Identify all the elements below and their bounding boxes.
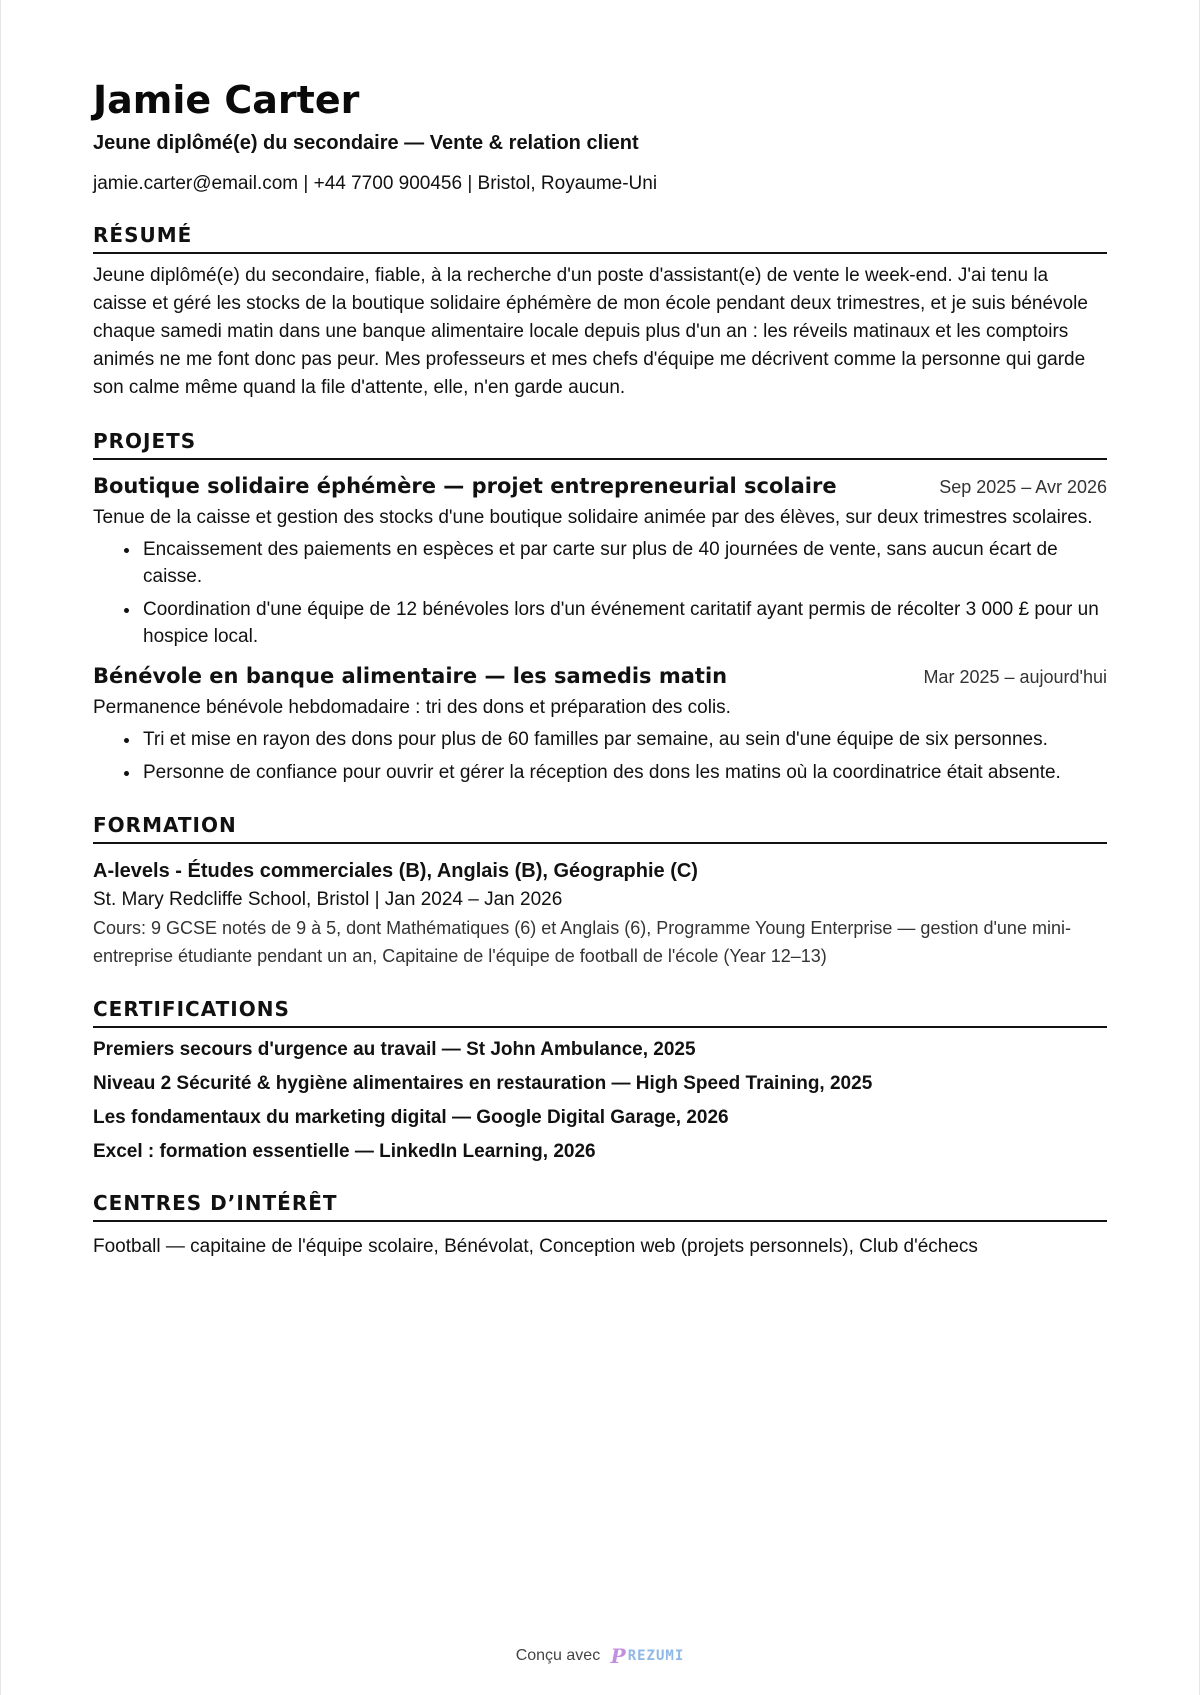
project-title: Bénévole en banque alimentaire — les samedis matin — [93, 664, 728, 688]
education-section — [93, 812, 1107, 970]
education-degree: A-levels - Études commerciales (B), Anglais (B), Géographie (C) — [93, 860, 698, 882]
candidate-name: Jamie Carter — [93, 78, 360, 122]
project-title: Boutique solidaire éphémère — projet entrepreneurial scolaire — [93, 474, 837, 498]
footer — [0, 1644, 1200, 1668]
interests-heading: CENTRES D’INTÉRÊT — [93, 1190, 1107, 1222]
bullet-item: • Encaissement des paiements en espèces et par carte sur plus de 40 journées de vente, sans aucun écart de caisse. — [141, 536, 1107, 590]
summary-text: Jeune diplômé(e) du secondaire, fiable, à la recherche d'un poste d'assistant(e) de vente le week-end. J'ai tenu la caisse et géré les stocks de la boutique solidaire éphémère de mon école pendant deux trimestres, et je suis bénévole chaque samedi matin dans une banque alimentaire locale depuis plus d'un an : les réveils matinaux et les comptoirs animés ne me font donc pas peur. Mes professeurs et mes chefs d'équipe me décrivent comme la personne qui garde son calme même quand la file d'attente, elle, n'en garde aucun. — [93, 265, 1088, 398]
brand-logo-link[interactable] — [611, 1644, 685, 1668]
education-courses: Cours: 9 GCSE notés de 9 à 5, dont Mathématiques (6) et Anglais (6), Programme Young Enterprise — gestion d'une mini-entreprise étudiante pendant un an, Capitaine de l'équipe de football de l'école (Year 12–13) — [93, 918, 1071, 966]
education-heading: FORMATION — [93, 812, 1107, 844]
projects-heading: PROJETS — [93, 428, 1107, 460]
bullet-item: • Coordination d'une équipe de 12 bénévoles lors d'un événement caritatif ayant permis de récolter 3 000 £ pour un hospice local. — [141, 596, 1107, 650]
certification-item: Premiers secours d'urgence au travail — St John Ambulance, 2025 — [93, 1039, 696, 1060]
education-school: St. Mary Redcliffe School, Bristol | Jan 2024 – Jan 2026 — [93, 889, 563, 910]
summary-section — [93, 222, 1107, 402]
contact-line: jamie.carter@email.com | +44 7700 900456 | Bristol, Royaume-Uni — [93, 173, 658, 194]
certifications-heading: CERTIFICATIONS — [93, 996, 1107, 1028]
summary-heading: RÉSUMÉ — [93, 222, 1107, 254]
brand-name: REZUMI — [627, 1648, 685, 1664]
project-item — [93, 662, 1107, 786]
project-bullets — [93, 726, 1107, 786]
interests-text: Football — capitaine de l'équipe scolaire, Bénévolat, Conception web (projets personnels), Club d'échecs — [93, 1236, 978, 1257]
project-header — [93, 472, 1107, 500]
project-dates: Mar 2025 – aujourd'hui — [923, 667, 1107, 687]
project-dates: Sep 2025 – Avr 2026 — [939, 477, 1107, 497]
certification-item: Niveau 2 Sécurité & hygiène alimentaires en restauration — High Speed Training, 2025 — [93, 1073, 873, 1094]
interests-section — [93, 1190, 1107, 1260]
project-item — [93, 472, 1107, 650]
candidate-headline: Jeune diplômé(e) du secondaire — Vente & relation client — [93, 132, 639, 154]
certification-item: Excel : formation essentielle — LinkedIn Learning, 2026 — [93, 1141, 596, 1162]
rezumi-logo-icon: P — [610, 1644, 626, 1668]
project-header — [93, 662, 1107, 690]
certifications-section — [93, 996, 1107, 1164]
certification-item: Les fondamentaux du marketing digital — Google Digital Garage, 2026 — [93, 1107, 729, 1128]
certifications-list — [93, 1038, 1107, 1164]
bullet-item: • Tri et mise en rayon des dons pour plus de 60 familles par semaine, au sein d'une équipe de six personnes. — [141, 726, 1107, 753]
project-bullets — [93, 536, 1107, 650]
projects-section — [93, 428, 1107, 786]
project-description: Permanence bénévole hebdomadaire : tri des dons et préparation des colis. — [93, 697, 731, 718]
footer-made-with: Conçu avec — [515, 1647, 601, 1665]
bullet-item: • Personne de confiance pour ouvrir et gérer la réception des dons les matins où la coordinatrice était absente. — [141, 759, 1107, 786]
project-description: Tenue de la caisse et gestion des stocks d'une boutique solidaire animée par des élèves, sur deux trimestres scolaires. — [93, 507, 1093, 528]
